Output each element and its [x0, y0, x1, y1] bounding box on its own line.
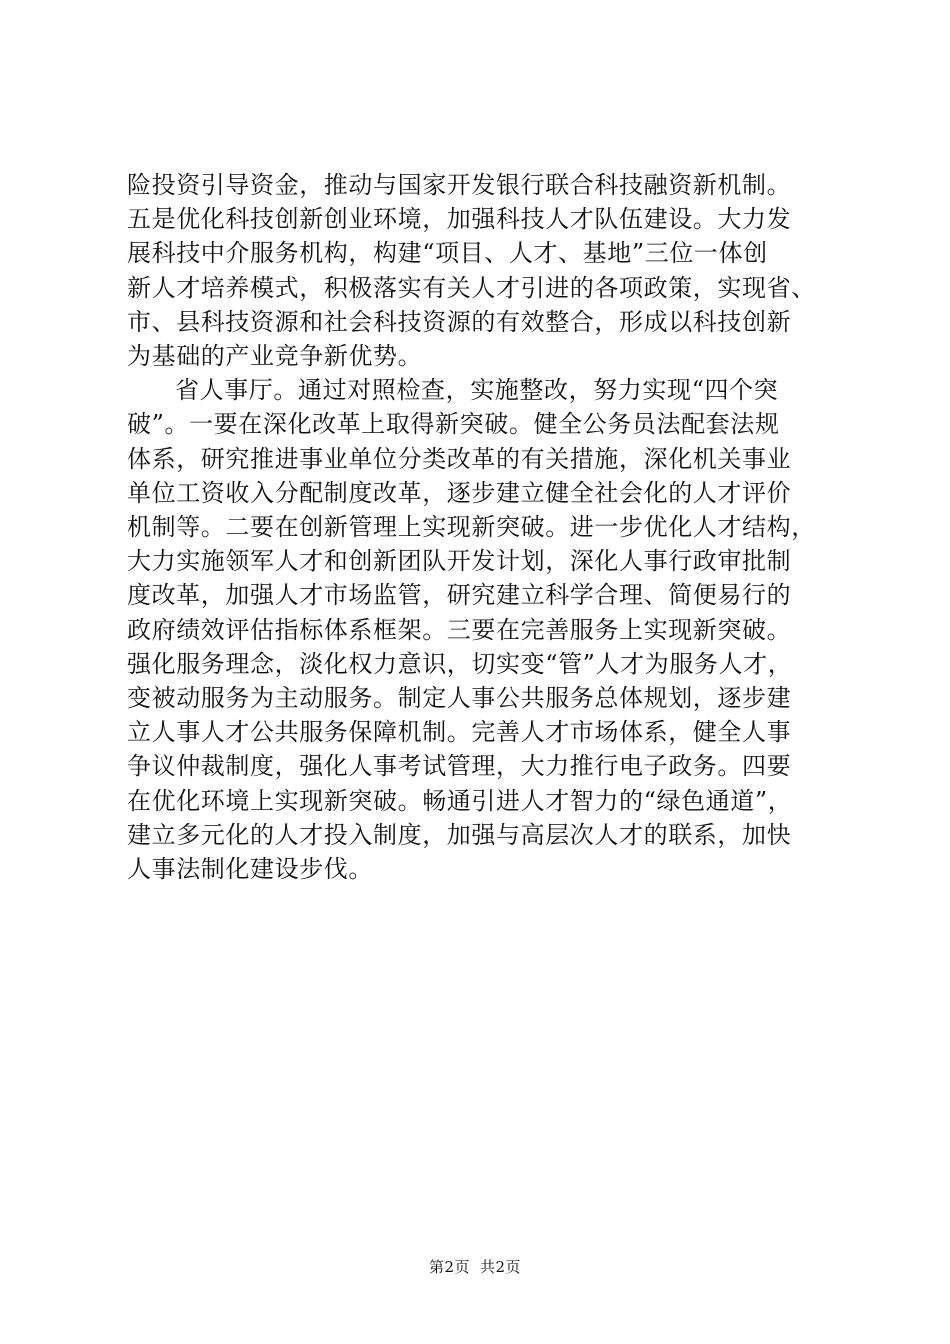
text-line: 展科技中介服务机构，构建“项目、人才、基地”三位一体创 — [127, 239, 768, 268]
text-line: 人事法制化建设步伐。 — [127, 855, 373, 884]
text-line: 新人才培养模式，积极落实有关人才引进的各项政策，实现省、 — [127, 273, 816, 302]
text-line: 建立多元化的人才投入制度，加强与高层次人才的联系，加快 — [127, 820, 792, 849]
text-line: 变被动服务为主动服务。制定人事公共服务总体规划，逐步建 — [127, 684, 792, 713]
text-line: 为基础的产业竞争新优势。 — [127, 342, 423, 371]
paragraph-first-line: 省人事厅。通过对照检查，实施整改，努力实现“四个突 — [175, 376, 779, 405]
text-line: 破”。一要在深化改革上取得新突破。健全公务员法配套法规 — [127, 410, 780, 439]
text-line: 市、县科技资源和社会科技资源的有效整合，形成以科技创新 — [127, 307, 792, 336]
text-line: 强化服务理念，淡化权力意识，切实变“管”人才为服务人才， — [127, 649, 793, 678]
text-line: 体系，研究推进事业单位分类改革的有关措施，深化机关事业 — [127, 444, 792, 473]
text-line: 立人事人才公共服务保障机制。完善人才市场体系，健全人事 — [127, 718, 792, 747]
document-body — [127, 168, 827, 886]
text-line: 在优化环境上实现新突破。畅通引进人才智力的“绿色通道”， — [127, 786, 793, 815]
text-line: 大力实施领军人才和创新团队开发计划，深化人事行政审批制 — [127, 547, 792, 576]
text-line: 五是优化科技创新创业环境，加强科技人才队伍建设。大力发 — [127, 205, 792, 234]
text-line: 争议仲裁制度，强化人事考试管理，大力推行电子政务。四要 — [127, 752, 792, 781]
text-line: 机制等。二要在创新管理上实现新突破。进一步优化人才结构， — [127, 513, 816, 542]
text-line: 度改革，加强人才市场监管，研究建立科学合理、简便易行的 — [127, 581, 792, 610]
text-line: 险投资引导资金，推动与国家开发银行联合科技融资新机制。 — [127, 171, 792, 199]
page-footer — [0, 1256, 950, 1277]
page-total: 共2页 — [480, 1258, 522, 1276]
page-number: 第2页 — [428, 1258, 470, 1276]
text-line: 政府绩效评估指标体系框架。三要在完善服务上实现新突破。 — [127, 615, 792, 644]
text-line: 单位工资收入分配制度改革，逐步建立健全社会化的人才评价 — [127, 478, 792, 507]
